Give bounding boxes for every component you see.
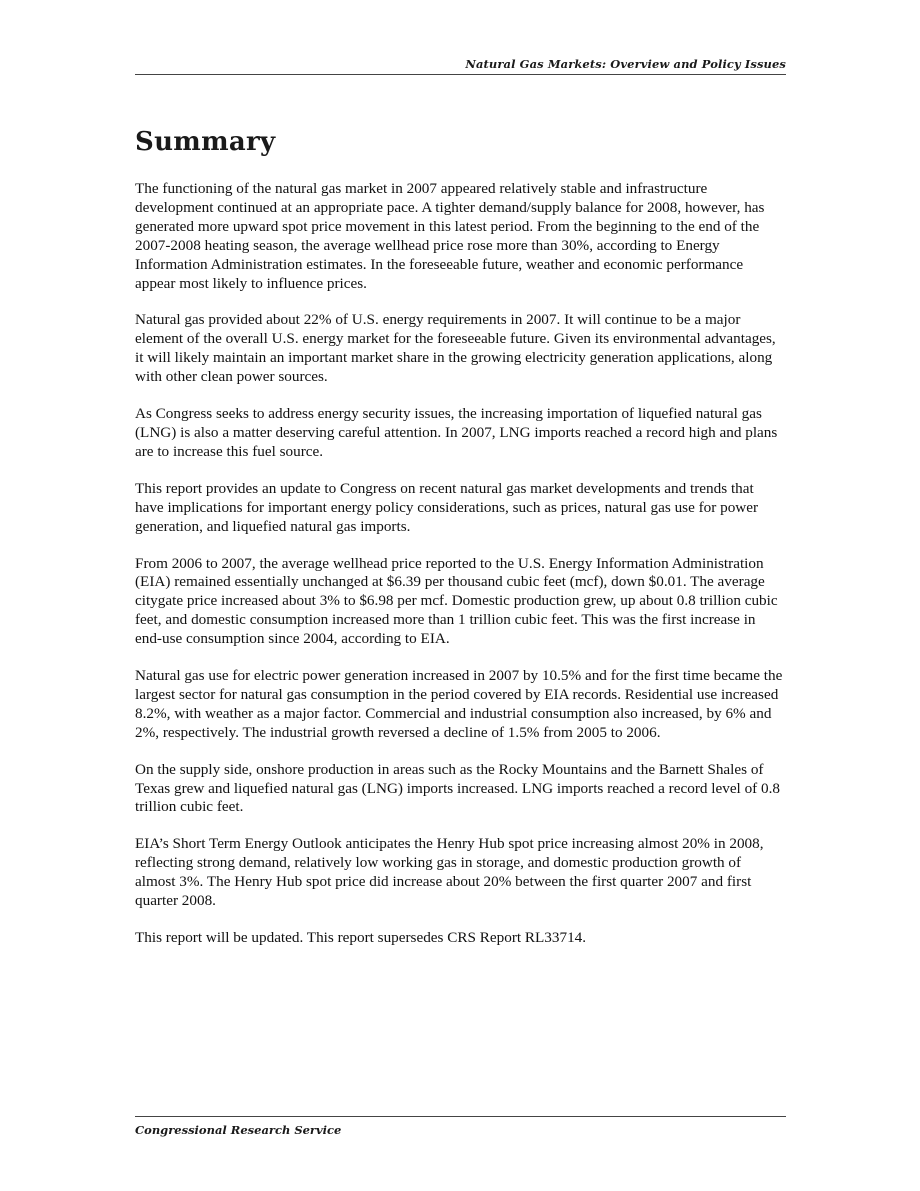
running-header — [135, 55, 786, 75]
paragraph-report-purpose: This report provides an update to Congress on recent natural gas market developments and trends that have implications for important energy policy considerations, such as prices, natural gas use for power generation, and liquefied natural gas imports. — [135, 479, 759, 535]
paragraph-update-note: This report will be updated. This report supersedes CRS Report RL33714. — [135, 929, 587, 946]
paragraph-energy-security: As Congress seeks to address energy security issues, the increasing importation of liquefied natural gas (LNG) is also a matter deserving careful attention. In 2007, LNG imports reached a record high and plans are to increase this fuel source. — [135, 405, 778, 460]
paragraph-market-overview: The functioning of the natural gas market in 2007 appeared relatively stable and infrastructure development continued at an appropriate pace. A tighter demand/supply balance for 2008, however, has generated more upward spot price movement in this latest period. From the beginning to the end of the 2007-2008 heating season, the average wellhead price rose more than 30%, according to Energy Information Administration estimates. In the foreseeable future, weather and economic performance appear most likely to influence prices. — [135, 180, 765, 292]
paragraph-outlook: EIA’s Short Term Energy Outlook anticipates the Henry Hub spot price increasing almost 20% in 2008, reflecting strong demand, relatively low working gas in storage, and domestic production growth of almost 3%. The Henry Hub spot price did increase about 20% between the first quarter 2007 and first quarter 2008. — [135, 835, 764, 910]
paragraph-energy-share: Natural gas provided about 22% of U.S. energy requirements in 2007. It will continue to be a major element of the overall U.S. energy market for the foreseeable future. Given its environmental advantages, it will likely maintain an important market share in the growing electricity generation applications, along with other clean power sources. — [135, 311, 776, 386]
page-footer — [135, 1116, 786, 1139]
summary-heading: Summary — [135, 127, 276, 157]
report-running-title: Natural Gas Markets: Overview and Policy Issues — [465, 57, 786, 71]
paragraph-supply-side: On the supply side, onshore production in areas such as the Rocky Mountains and the Barnett Shales of Texas grew and liquefied natural gas (LNG) imports increased. LNG imports reached a record level of 0.8 trillion cubic feet. — [135, 760, 781, 816]
footer-publisher: Congressional Research Service — [135, 1123, 342, 1137]
summary-section — [135, 126, 785, 966]
summary-body — [135, 180, 785, 948]
paragraph-consumption-sectors: Natural gas use for electric power generation increased in 2007 by 10.5% and for the first time became the largest sector for natural gas consumption in the period covered by EIA records. Residential use increased 8.2%, with weather as a major factor. Commercial and industrial consumption also increased, by 6% and 2%, respectively. The industrial growth reversed a decline of 1.5% from 2005 to 2006. — [135, 667, 783, 741]
paragraph-prices-production: From 2006 to 2007, the average wellhead price reported to the U.S. Energy Information Administration (EIA) remained essentially unchanged at $6.39 per thousand cubic feet (mcf), down $0.01. The average citygate price increased about 3% to $6.98 per mcf. Domestic production grew, up about 0.8 trillion cubic feet, and domestic consumption increased more than 1 trillion cubic feet. This was the first increase in end-use consumption since 2004, according to EIA. — [135, 554, 778, 648]
